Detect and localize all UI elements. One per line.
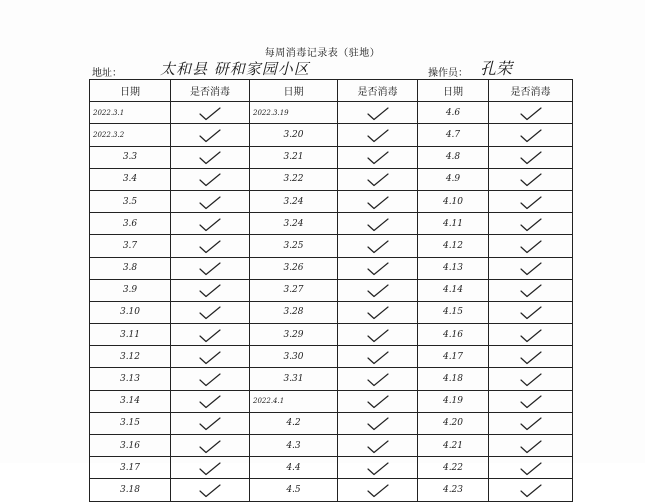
header-disinfected: 是否消毒 (338, 80, 418, 102)
disinfected-cell (171, 368, 250, 390)
checkmark-icon (520, 436, 542, 455)
disinfected-cell (338, 368, 418, 390)
checkmark-icon (520, 192, 542, 211)
table-row (90, 435, 573, 457)
disinfected-cell (489, 324, 573, 346)
table-row (90, 368, 573, 390)
table-row (90, 457, 573, 479)
date-cell: 4.15 (418, 301, 489, 323)
table-row (90, 390, 573, 412)
disinfected-cell (489, 457, 573, 479)
checkmark-icon (367, 414, 389, 433)
date-cell: 3.28 (250, 301, 338, 323)
checkmark-icon (199, 259, 221, 278)
table-row (90, 124, 573, 146)
checkmark-icon (367, 436, 389, 455)
disinfected-cell (338, 279, 418, 301)
checkmark-icon (520, 281, 542, 300)
checkmark-icon (199, 414, 221, 433)
date-cell: 3.3 (90, 146, 171, 168)
date-cell: 3.6 (90, 213, 171, 235)
date-cell: 4.8 (418, 146, 489, 168)
checkmark-icon (520, 414, 542, 433)
disinfected-cell (489, 213, 573, 235)
checkmark-icon (520, 125, 542, 144)
disinfected-cell (171, 213, 250, 235)
checkmark-icon (199, 370, 221, 389)
checkmark-icon (199, 458, 221, 477)
disinfected-cell (171, 168, 250, 190)
form-title: 每周消毒记录表（驻地） (264, 48, 381, 59)
table-row (90, 346, 573, 368)
date-cell: 3.12 (90, 346, 171, 368)
date-cell: 4.13 (418, 257, 489, 279)
address-value: 太和县 研和家园小区 (160, 60, 310, 78)
date-cell: 3.30 (250, 346, 338, 368)
checkmark-icon (520, 148, 542, 167)
date-cell: 4.22 (418, 457, 489, 479)
date-cell: 3.15 (90, 412, 171, 434)
date-cell: 3.26 (250, 257, 338, 279)
checkmark-icon (367, 480, 389, 499)
date-cell: 3.24 (250, 190, 338, 212)
checkmark-icon (520, 170, 542, 189)
date-cell: 4.21 (418, 435, 489, 457)
table-row (90, 324, 573, 346)
checkmark-icon (367, 303, 389, 322)
checkmark-icon (199, 347, 221, 366)
disinfected-cell (489, 102, 573, 124)
disinfected-cell (338, 190, 418, 212)
checkmark-icon (367, 458, 389, 477)
disinfected-cell (171, 146, 250, 168)
disinfected-cell (489, 235, 573, 257)
checkmark-icon (199, 214, 221, 233)
disinfected-cell (489, 479, 573, 501)
table-row (90, 301, 573, 323)
table-header-row (90, 80, 573, 102)
date-cell: 3.9 (90, 279, 171, 301)
checkmark-icon (367, 259, 389, 278)
date-cell: 3.25 (250, 235, 338, 257)
disinfected-cell (338, 346, 418, 368)
disinfected-cell (171, 257, 250, 279)
date-cell: 3.18 (90, 479, 171, 501)
date-cell: 3.29 (250, 324, 338, 346)
checkmark-icon (199, 436, 221, 455)
table-row (90, 479, 573, 501)
date-cell: 3.31 (250, 368, 338, 390)
date-cell: 4.14 (418, 279, 489, 301)
disinfected-cell (171, 235, 250, 257)
checkmark-icon (367, 392, 389, 411)
checkmark-icon (520, 103, 542, 122)
date-cell: 3.5 (90, 190, 171, 212)
checkmark-icon (199, 103, 221, 122)
checkmark-icon (520, 303, 542, 322)
table-row (90, 213, 573, 235)
checkmark-icon (367, 125, 389, 144)
checkmark-icon (520, 392, 542, 411)
disinfected-cell (338, 390, 418, 412)
disinfected-cell (171, 479, 250, 501)
checkmark-icon (367, 192, 389, 211)
date-cell: 3.14 (90, 390, 171, 412)
operator-value: 孔荣 (480, 59, 513, 78)
header-date: 日期 (418, 80, 489, 102)
disinfected-cell (338, 102, 418, 124)
checkmark-icon (199, 281, 221, 300)
checkmark-icon (367, 347, 389, 366)
disinfected-cell (338, 324, 418, 346)
date-cell: 4.18 (418, 368, 489, 390)
disinfected-cell (338, 412, 418, 434)
disinfected-cell (489, 301, 573, 323)
date-cell: 2022.3.1 (90, 102, 171, 124)
checkmark-icon (199, 148, 221, 167)
address-label: 地址： (92, 68, 122, 79)
checkmark-icon (520, 370, 542, 389)
header-disinfected: 是否消毒 (171, 80, 250, 102)
disinfected-cell (171, 102, 250, 124)
date-cell: 3.7 (90, 235, 171, 257)
date-cell: 4.11 (418, 213, 489, 235)
date-cell: 3.24 (250, 213, 338, 235)
disinfected-cell (338, 301, 418, 323)
disinfected-cell (338, 168, 418, 190)
disinfected-cell (171, 279, 250, 301)
date-cell: 3.21 (250, 146, 338, 168)
disinfected-cell (171, 301, 250, 323)
date-cell: 2022.4.1 (250, 390, 338, 412)
disinfected-cell (338, 124, 418, 146)
disinfected-cell (489, 146, 573, 168)
checkmark-icon (367, 170, 389, 189)
table-row (90, 146, 573, 168)
date-cell: 4.7 (418, 124, 489, 146)
date-cell: 2022.3.19 (250, 102, 338, 124)
disinfected-cell (489, 346, 573, 368)
date-cell: 4.6 (418, 102, 489, 124)
table-row (90, 102, 573, 124)
date-cell: 4.9 (418, 168, 489, 190)
disinfection-record-table (89, 79, 573, 502)
disinfected-cell (171, 412, 250, 434)
checkmark-icon (199, 192, 221, 211)
checkmark-icon (367, 281, 389, 300)
checkmark-icon (199, 170, 221, 189)
checkmark-icon (199, 125, 221, 144)
table-row (90, 168, 573, 190)
date-cell: 4.3 (250, 435, 338, 457)
date-cell: 3.4 (90, 168, 171, 190)
disinfected-cell (171, 190, 250, 212)
disinfected-cell (489, 368, 573, 390)
disinfected-cell (489, 279, 573, 301)
checkmark-icon (520, 236, 542, 255)
disinfected-cell (171, 124, 250, 146)
date-cell: 3.8 (90, 257, 171, 279)
date-cell: 3.10 (90, 301, 171, 323)
checkmark-icon (367, 236, 389, 255)
date-cell: 4.17 (418, 346, 489, 368)
checkmark-icon (367, 103, 389, 122)
checkmark-icon (520, 259, 542, 278)
checkmark-icon (520, 347, 542, 366)
checkmark-icon (520, 480, 542, 499)
checkmark-icon (199, 392, 221, 411)
date-cell: 3.13 (90, 368, 171, 390)
disinfected-cell (338, 235, 418, 257)
date-cell: 3.20 (250, 124, 338, 146)
date-cell: 3.27 (250, 279, 338, 301)
date-cell: 2022.3.2 (90, 124, 171, 146)
disinfected-cell (171, 346, 250, 368)
checkmark-icon (367, 325, 389, 344)
disinfected-cell (171, 435, 250, 457)
date-cell: 4.5 (250, 479, 338, 501)
date-cell: 4.19 (418, 390, 489, 412)
disinfected-cell (489, 190, 573, 212)
table-row (90, 412, 573, 434)
checkmark-icon (367, 214, 389, 233)
checkmark-icon (199, 303, 221, 322)
table-row (90, 235, 573, 257)
disinfected-cell (171, 324, 250, 346)
date-cell: 4.20 (418, 412, 489, 434)
table-body (90, 102, 573, 501)
date-cell: 4.10 (418, 190, 489, 212)
disinfected-cell (489, 435, 573, 457)
disinfected-cell (489, 257, 573, 279)
table-row (90, 257, 573, 279)
disinfected-cell (338, 257, 418, 279)
header-disinfected: 是否消毒 (489, 80, 573, 102)
disinfected-cell (171, 457, 250, 479)
checkmark-icon (367, 148, 389, 167)
date-cell: 4.4 (250, 457, 338, 479)
operator-label: 操作员： (428, 68, 468, 79)
date-cell: 3.22 (250, 168, 338, 190)
date-cell: 4.23 (418, 479, 489, 501)
disinfected-cell (489, 390, 573, 412)
checkmark-icon (199, 480, 221, 499)
date-cell: 3.17 (90, 457, 171, 479)
disinfected-cell (338, 213, 418, 235)
header-date: 日期 (250, 80, 338, 102)
date-cell: 3.11 (90, 324, 171, 346)
date-cell: 4.16 (418, 324, 489, 346)
checkmark-icon (520, 325, 542, 344)
disinfected-cell (338, 435, 418, 457)
disinfected-cell (171, 390, 250, 412)
checkmark-icon (199, 236, 221, 255)
disinfected-cell (489, 412, 573, 434)
disinfected-cell (338, 146, 418, 168)
date-cell: 3.16 (90, 435, 171, 457)
checkmark-icon (520, 458, 542, 477)
checkmark-icon (367, 370, 389, 389)
table-row (90, 190, 573, 212)
checkmark-icon (520, 214, 542, 233)
disinfected-cell (338, 457, 418, 479)
checkmark-icon (199, 325, 221, 344)
date-cell: 4.12 (418, 235, 489, 257)
disinfected-cell (489, 124, 573, 146)
date-cell: 4.2 (250, 412, 338, 434)
header-date: 日期 (90, 80, 171, 102)
table-row (90, 279, 573, 301)
disinfected-cell (489, 168, 573, 190)
disinfected-cell (338, 479, 418, 501)
